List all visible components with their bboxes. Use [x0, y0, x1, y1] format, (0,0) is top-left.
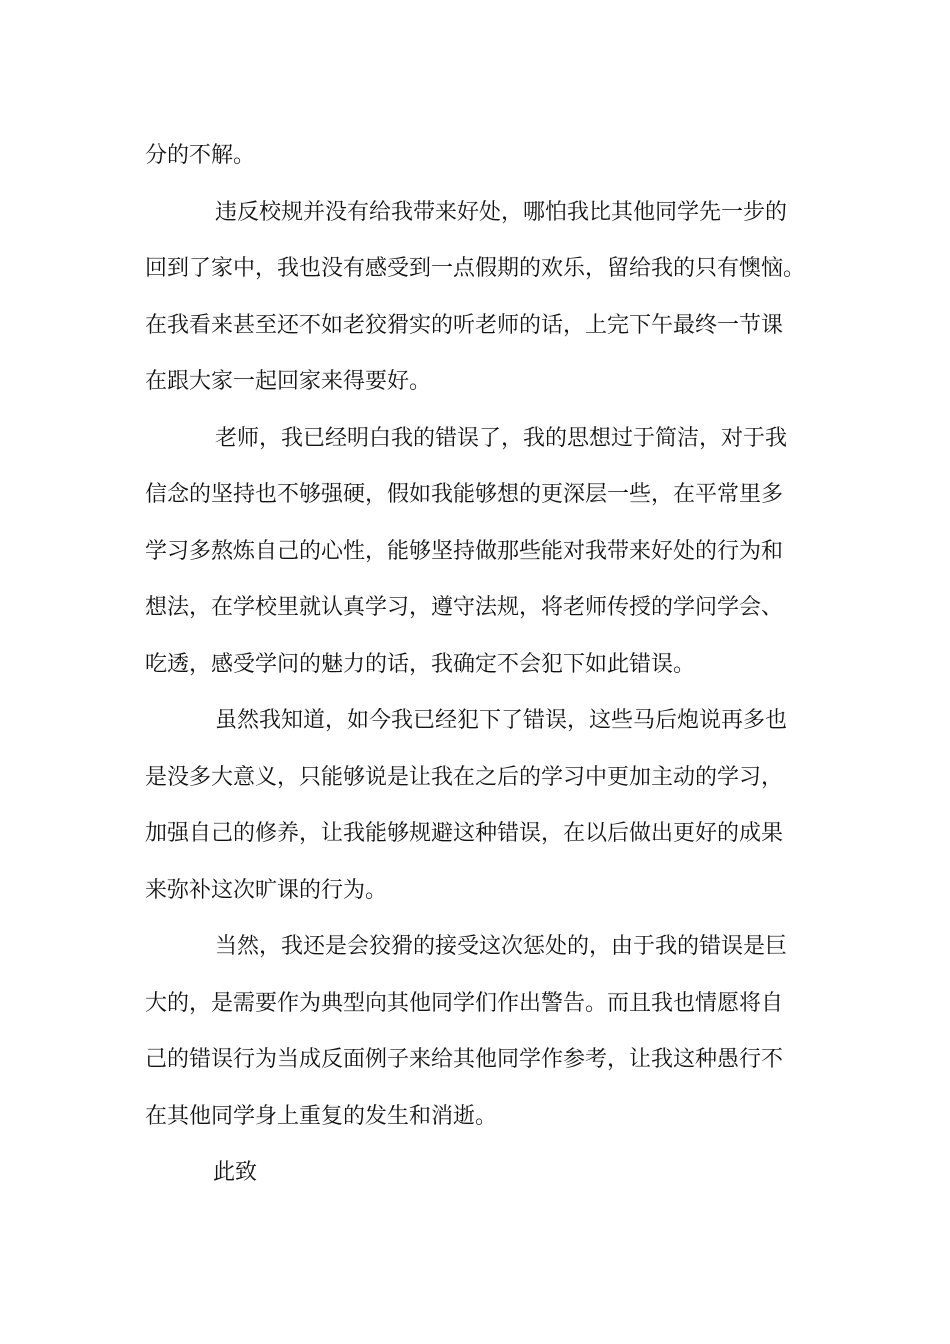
paragraph-5: [145, 919, 810, 1145]
letter-body: [145, 128, 810, 1202]
text-line: 当然，我还是会狡猾的接受这次惩处的，由于我的错误是巨: [215, 934, 788, 959]
text-line: 学习多熬炼自己的心性，能够坚持做那些能对我带来好处的行为和: [145, 538, 784, 564]
text-line: 在其他同学身上重复的发生和消逝。: [145, 1103, 498, 1129]
paragraph-3: [145, 411, 810, 694]
paragraph-2: [145, 185, 810, 411]
closing-text: 此致: [213, 1160, 258, 1185]
text-line: 回到了家中，我也没有感受到一点假期的欢乐，留给我的只有懊恼。: [145, 256, 806, 281]
text-line: 在跟大家一起回家来得要好。: [145, 369, 432, 394]
text-line: 想法，在学校里就认真学习，遵守法规，将老师传授的学问学会、: [145, 595, 784, 620]
text-line: 分的不解。: [145, 143, 256, 168]
text-line: 是没多大意义，只能够说是让我在之后的学习中更加主动的学习，: [145, 764, 784, 790]
text-line: 加强自己的修养，让我能够规避这种错误，在以后做出更好的成果: [145, 821, 784, 846]
closing-salutation: [145, 1145, 810, 1202]
text-line: 老师，我已经明白我的错误了，我的思想过于简洁，对于我: [215, 425, 788, 451]
paragraph-4: [145, 693, 810, 919]
text-line: 违反校规并没有给我带来好处，哪怕我比其他同学先一步的: [215, 199, 788, 225]
text-line: 虽然我知道，如今我已经犯下了错误，这些马后炮说再多也: [215, 708, 788, 733]
text-line: 在我看来甚至还不如老狡猾实的听老师的话，上完下午最终一节课: [145, 312, 784, 338]
text-line: 己的错误行为当成反面例子来给其他同学作参考，让我这种愚行不: [145, 1047, 784, 1072]
text-line: 吃透，感受学问的魅力的话，我确定不会犯下如此错误。: [145, 651, 696, 677]
text-line: 大的，是需要作为典型向其他同学们作出警告。而且我也情愿将自: [145, 990, 784, 1016]
paragraph-1: [145, 128, 810, 185]
text-line: 信念的坚持也不够强硬，假如我能够想的更深层一些，在平常里多: [145, 482, 784, 507]
text-line: 来弥补这次旷课的行为。: [145, 877, 388, 903]
